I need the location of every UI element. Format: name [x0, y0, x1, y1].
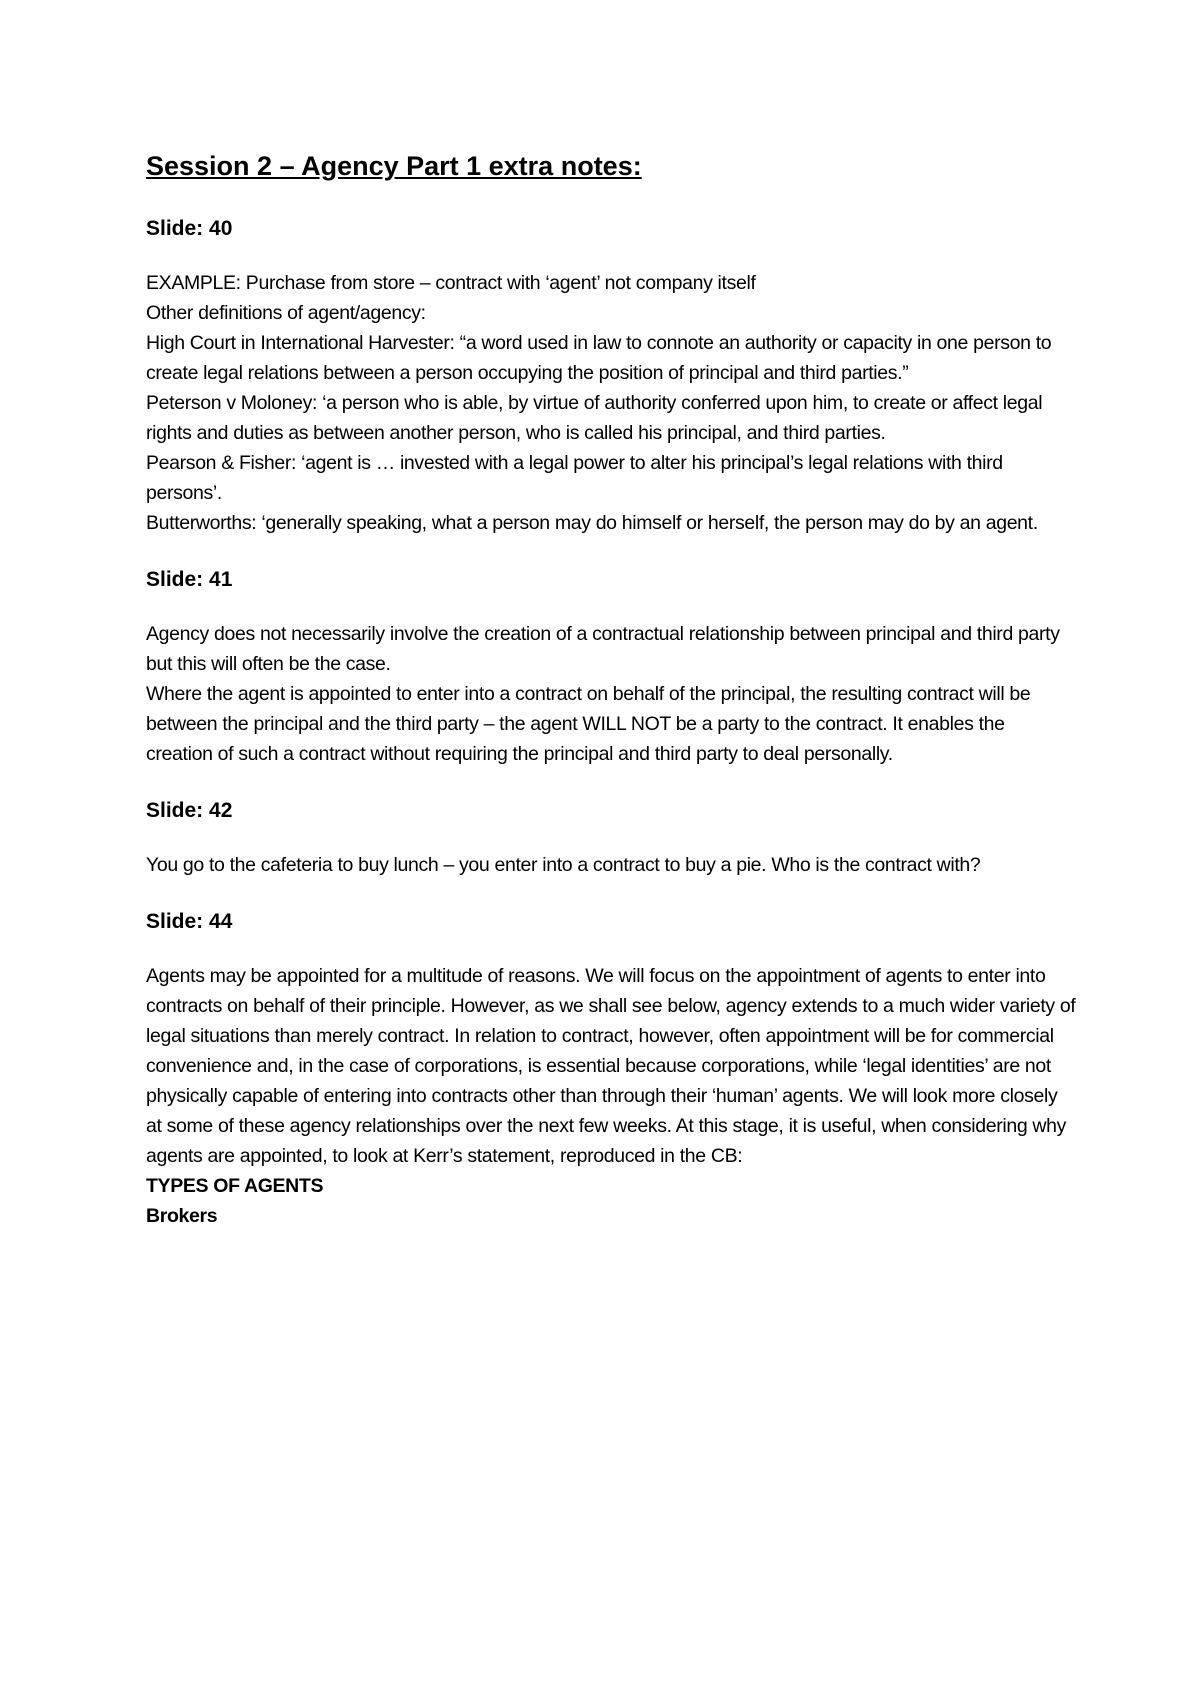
paragraph: Other definitions of agent/agency:	[146, 302, 426, 324]
paragraph: EXAMPLE: Purchase from store – contract with ‘agent’ not company itself	[146, 272, 756, 294]
slide-heading: Slide: 40	[146, 217, 233, 240]
paragraph: Agents may be appointed for a multitude of reasons. We will focus on the appointment of agents to enter into contracts on behalf of their principle. However, as we shall see below, agency extends to a much wider variety of legal situations than merely contract. In relation to contract, however, often appointment will be for commercial convenience and, in the case of corporations, is essential because corporations, while ‘legal identities’ are not physically capable of entering into contracts other than through their ‘human’ agents. We will look more closely at some of these agency relationships over the next few weeks. At this stage, it is useful, when considering why agents are appointed, to look at Kerr’s statement, reproduced in the CB:	[146, 965, 1076, 1167]
paragraph: High Court in International Harvester: “a word used in law to connote an authority or capacity in one person to create legal relations between a person occupying the position of principal and third parties.”	[146, 332, 1052, 384]
paragraph: Pearson & Fisher: ‘agent is … invested with a legal power to alter his principal’s legal relations with third persons’.	[146, 452, 1003, 504]
slide-heading: Slide: 44	[146, 910, 233, 933]
slide-heading: Slide: 42	[146, 799, 233, 822]
paragraph: Peterson v Moloney: ‘a person who is able, by virtue of authority conferred upon him, to create or affect legal rights and duties as between another person, who is called his principal, and third parties.	[146, 392, 1043, 444]
paragraph: Where the agent is appointed to enter into a contract on behalf of the principal, the resulting contract will be between the principal and the third party – the agent WILL NOT be a party to the contract. It enables the creation of such a contract without requiring the principal and third party to deal personally.	[146, 683, 1031, 765]
document-title: Session 2 – Agency Part 1 extra notes:	[146, 151, 642, 181]
paragraph: You go to the cafeteria to buy lunch – you enter into a contract to buy a pie. Who is the contract with?	[146, 854, 981, 876]
slide-heading: Slide: 41	[146, 568, 233, 591]
paragraph: Butterworths: ‘generally speaking, what a person may do himself or herself, the person may do by an agent.	[146, 512, 1038, 534]
subheading-brokers: Brokers	[146, 1205, 218, 1227]
section-slide-42	[146, 796, 1076, 880]
section-slide-41	[146, 565, 1076, 769]
document-page	[146, 146, 1076, 1258]
section-slide-44	[146, 907, 1076, 1231]
subheading-types-of-agents: TYPES OF AGENTS	[146, 1175, 324, 1197]
section-slide-40	[146, 214, 1076, 538]
paragraph: Agency does not necessarily involve the creation of a contractual relationship between principal and third party but this will often be the case.	[146, 623, 1060, 675]
